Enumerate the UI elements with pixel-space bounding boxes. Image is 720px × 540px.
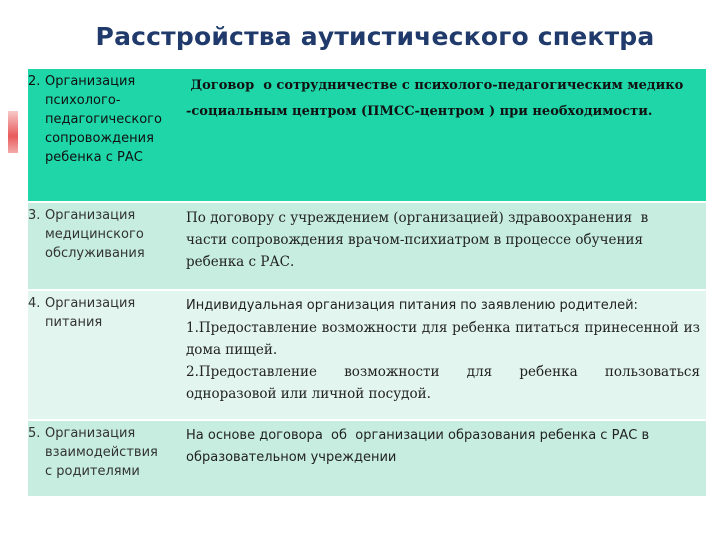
row-label-cell [28,69,182,202]
row-label-line: обслуживания [45,246,145,261]
row-label-line: Организация [45,208,136,223]
row-content-cell [182,69,706,202]
row-number: 2. [28,74,41,89]
row-label-line: Организация [45,426,136,441]
row-content-cell [182,290,706,420]
row-label-line: с родителями [45,464,140,479]
row-label-line: педагогического [45,112,162,127]
row-content-line: образовательном учреждении [186,450,397,465]
row-label-line: сопровождения [45,131,154,146]
row-content-line: По договору с учреждением (организацией) здравоохранения в [186,210,649,226]
table-row [28,420,706,497]
row-label-line: медицинского [45,227,144,242]
row-number: 5. [28,426,41,441]
row-label-line: психолого- [45,93,121,108]
row-label-line: Организация [45,296,136,311]
row-label-line: взаимодействия [45,445,158,460]
row-content-line: ребенка с РАС. [186,254,295,270]
row-label-cell [28,202,182,290]
row-content-line: 2.Предоставление возможности для ребенка пользоваться одноразовой или личной посудой. [186,364,700,402]
row-label-cell [28,290,182,420]
row-label-line: Организация [45,74,136,89]
table-row [28,290,706,420]
row-label-line: питания [45,315,103,330]
row-content-line: части сопровождения врачом-психиатром в процессе обучения [186,232,644,248]
info-table [28,69,706,498]
row-label-cell [28,420,182,497]
row-content-line: 1.Предоставление возможности для ребенка питаться принесенной из дома пищей. [186,320,700,358]
row-number: 4. [28,296,41,311]
page-title: Расстройства аутистического спектра [95,22,655,51]
row-content-cell [182,420,706,497]
row-content-intro: Индивидуальная организация питания по заявлению родителей: [186,298,638,313]
row-number: 3. [28,208,41,223]
row-content-line: -социальным центром (ПМСС-центром ) при необходимости. [186,104,653,119]
decorative-accent-bar [8,111,18,153]
row-content-line: Договор о сотрудничестве с психолого-педагогическим медико [186,78,684,93]
table-row [28,69,706,202]
row-content-cell [182,202,706,290]
table-row [28,202,706,290]
row-label-line: ребенка с РАС [45,150,143,165]
row-content-line: На основе договора об организации образования ребенка с РАС в [186,428,650,443]
